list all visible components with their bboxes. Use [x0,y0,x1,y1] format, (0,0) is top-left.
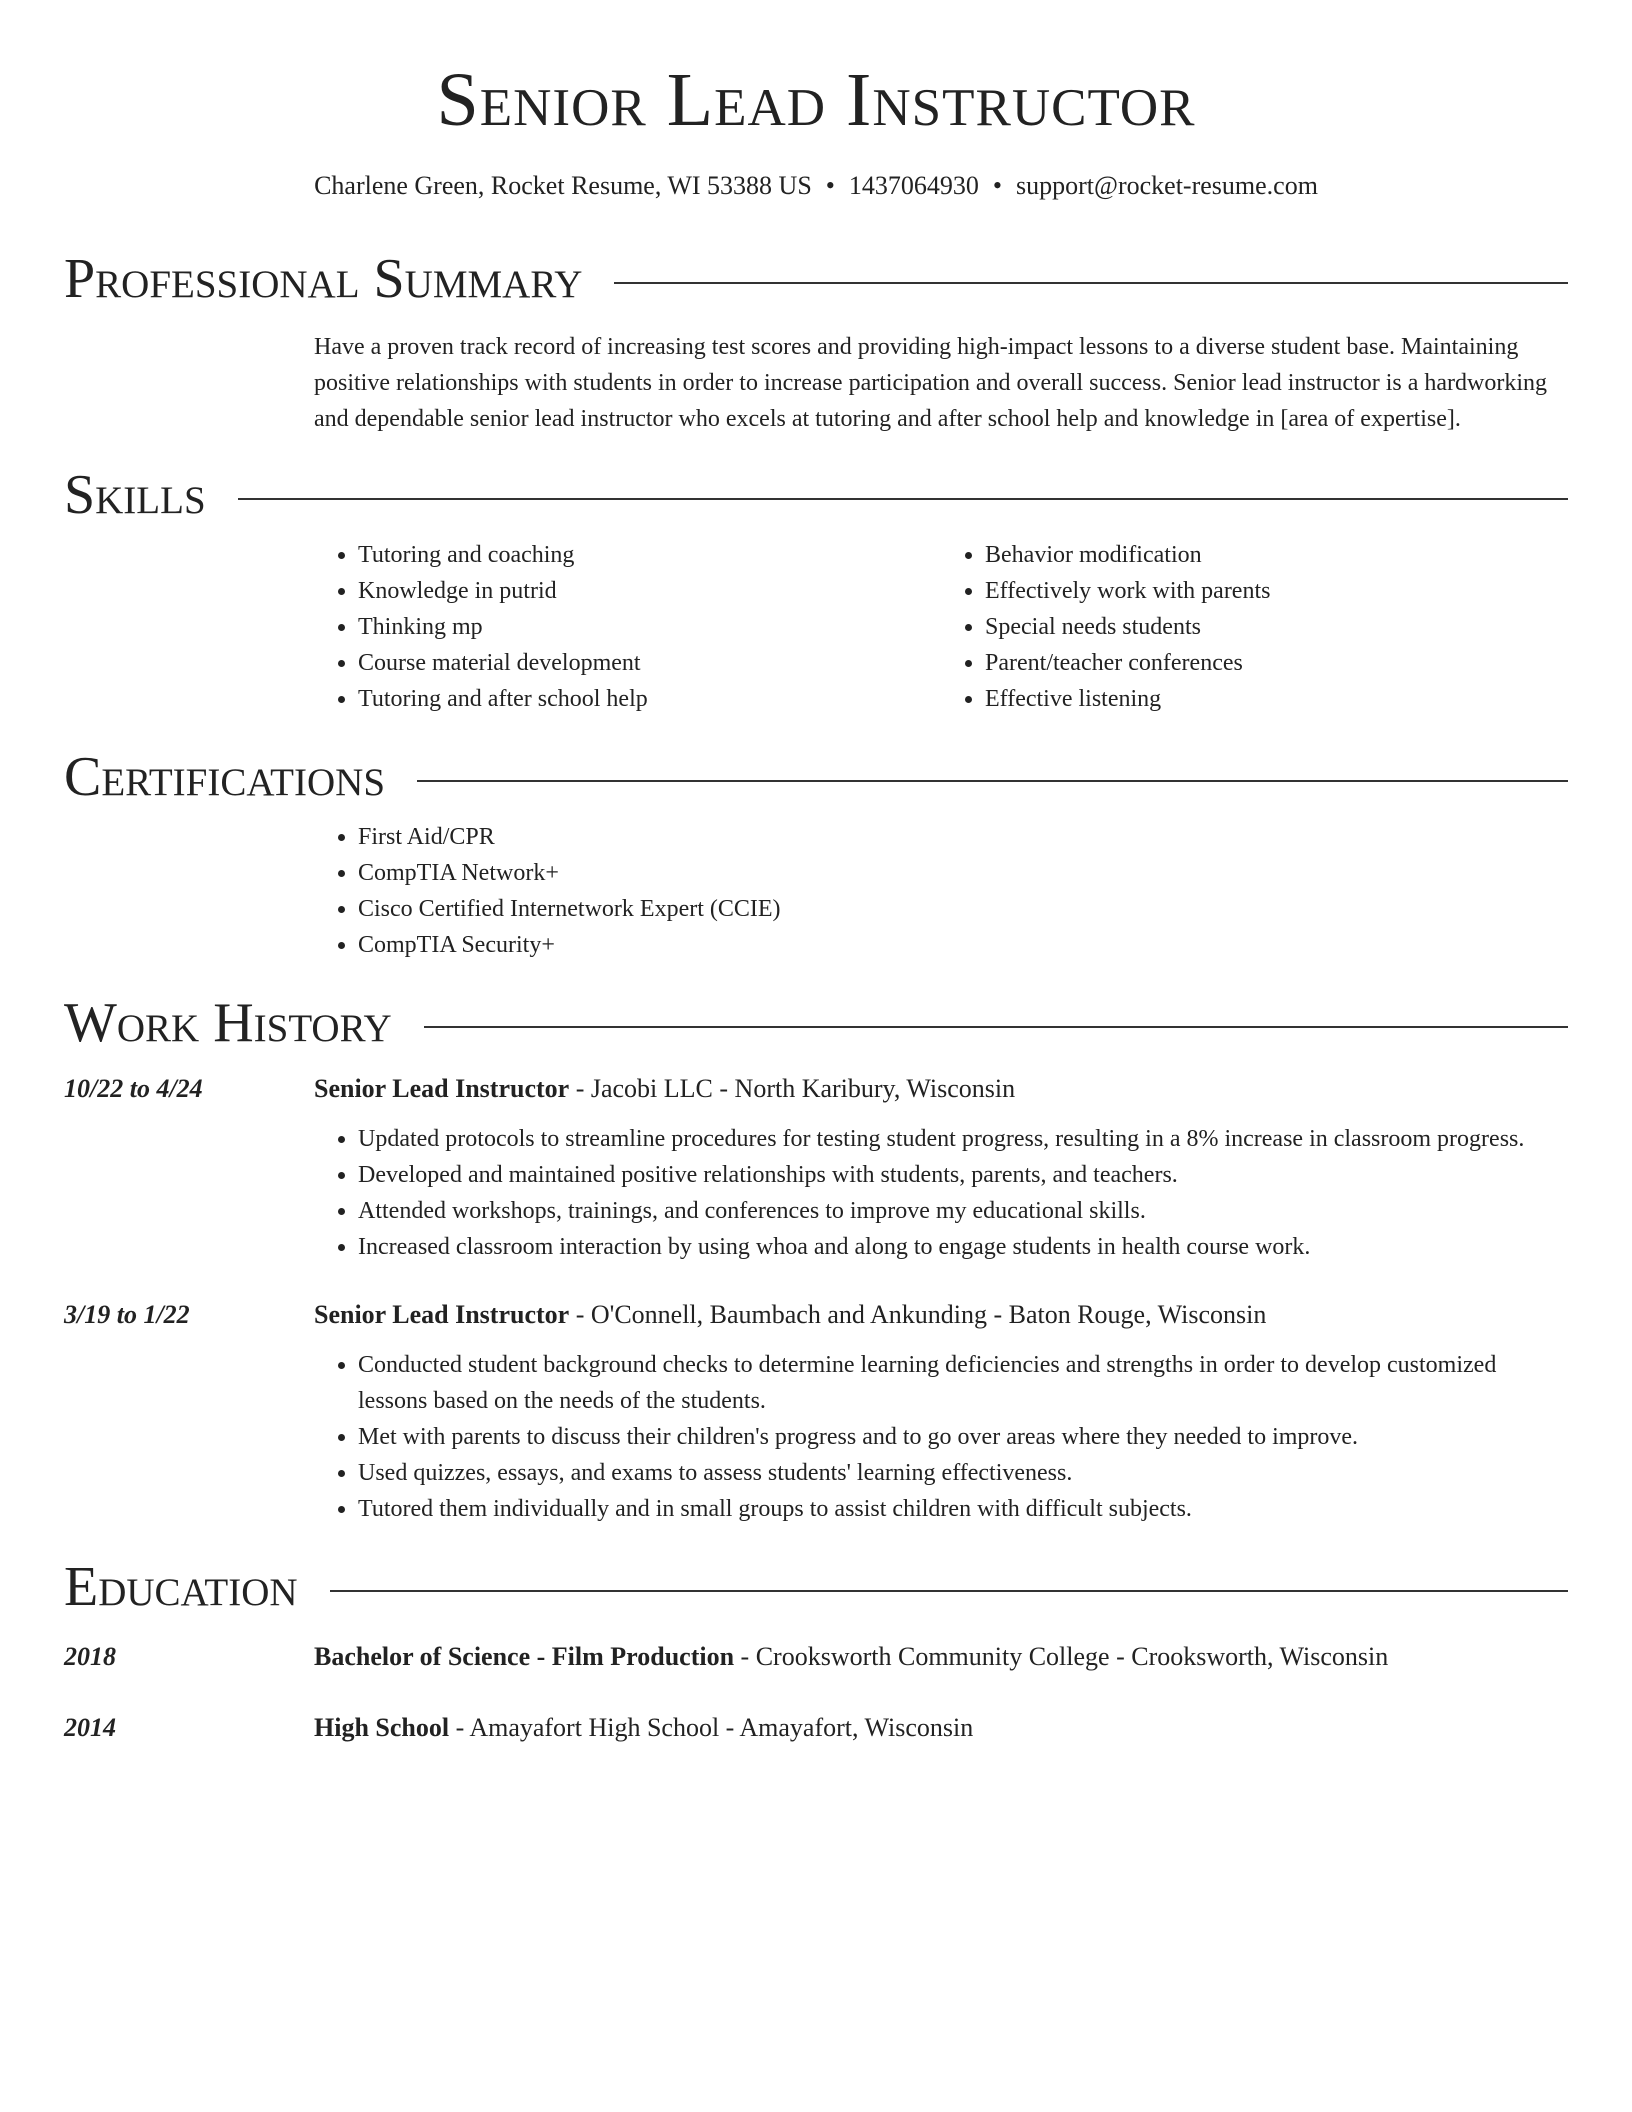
skill-item: • Effective listening [985,681,1568,717]
work-section-header [64,992,1568,1055]
summary-section-title: Professional Summary [64,248,583,311]
section-divider [424,1026,1568,1028]
work-employer: - Jacobi LLC - North Karibury, Wisconsin [569,1074,1016,1104]
education-year: 2018 [64,1642,116,1672]
education-entry [64,1639,1568,1675]
skill-item: • Special needs students [985,609,1568,645]
summary-text: Have a proven track record of increasing test scores and providing high-impact lessons to a diverse student base. Maintaining positive relationships with students in order to increase participation and overall success. Senior lead instructor is a hardworking and dependable senior lead instructor who excels at tutoring and after school help and knowledge in [area of expertise]. [314,334,1548,433]
work-bullet: • Tutored them individually and in small groups to assist children with difficult subjects. [358,1491,1568,1527]
section-divider [417,780,1568,782]
certification-item: • CompTIA Security+ [358,927,1568,963]
skills-section-header [64,464,1568,527]
skill-item: • Course material development [358,645,941,681]
contact-phone: 1437064930 [848,171,979,200]
work-bullet: • Increased classroom interaction by using whoa and along to engage students in health course work. [358,1229,1568,1265]
work-bullet: • Attended workshops, trainings, and conferences to improve my educational skills. [358,1193,1568,1229]
work-title: Senior Lead Instructor [314,1300,570,1330]
work-bullet: • Developed and maintained positive relationships with students, parents, and teachers. [358,1157,1568,1193]
education-section-title: Education [64,1556,298,1619]
education-school: - Amayafort High School - Amayafort, Wisconsin [449,1713,974,1743]
summary-section-header [64,248,1568,311]
section-divider [238,498,1568,500]
skills-column-left [314,537,941,717]
work-employer: - O'Connell, Baumbach and Ankunding - Baton Rouge, Wisconsin [569,1300,1267,1330]
work-heading [314,1297,1266,1333]
skills-list [314,537,1568,717]
certifications-section-header [64,746,1568,809]
skills-column-right [941,537,1568,717]
work-bullet: • Conducted student background checks to determine learning deficiencies and strengths in order to develop customized lessons based on the needs of the students. [358,1347,1568,1419]
skill-item: • Parent/teacher conferences [985,645,1568,681]
work-bullets [314,1121,1568,1265]
work-title: Senior Lead Instructor [314,1074,570,1104]
work-bullet: • Used quizzes, essays, and exams to assess students' learning effectiveness. [358,1455,1568,1491]
skill-item: • Knowledge in putrid [358,573,941,609]
education-degree: Bachelor of Science - Film Production [314,1642,735,1672]
section-divider [330,1590,1568,1592]
work-entry [64,1297,1568,1527]
work-bullet: • Updated protocols to streamline procedures for testing student progress, resulting in a 8% increase in classroom progress. [358,1121,1568,1157]
education-degree: High School [314,1713,450,1743]
contact-email: support@rocket-resume.com [1016,171,1318,200]
skills-section-title: Skills [64,464,206,527]
skill-item: • Thinking mp [358,609,941,645]
skill-item: • Tutoring and after school help [358,681,941,717]
contact-separator: • [825,171,835,200]
section-divider [614,282,1568,284]
certifications-list [314,819,1568,963]
skill-item: • Tutoring and coaching [358,537,941,573]
contact-line [64,170,1568,201]
certification-item: • First Aid/CPR [358,819,1568,855]
work-heading [314,1071,1015,1107]
certifications-section-title: Certifications [64,746,386,809]
work-dates: 3/19 to 1/22 [64,1300,190,1330]
certification-item: • CompTIA Network+ [358,855,1568,891]
work-bullets [314,1347,1568,1527]
education-entry [64,1710,1568,1746]
resume-name-title: Senior Lead Instructor [436,58,1196,142]
education-section-header [64,1556,1568,1619]
education-year: 2014 [64,1713,116,1743]
work-entry [64,1071,1568,1265]
skill-item: • Effectively work with parents [985,573,1568,609]
education-heading [314,1639,1388,1675]
education-heading [314,1710,973,1746]
contact-address: Charlene Green, Rocket Resume, WI 53388 US [314,171,812,200]
skill-item: • Behavior modification [985,537,1568,573]
work-dates: 10/22 to 4/24 [64,1074,203,1104]
certification-item: • Cisco Certified Internetwork Expert (CCIE) [358,891,1568,927]
education-school: - Crooksworth Community College - Crooksworth, Wisconsin [734,1642,1389,1672]
work-bullet: • Met with parents to discuss their children's progress and to go over areas where they needed to improve. [358,1419,1568,1455]
contact-separator: • [992,171,1003,200]
work-section-title: Work History [64,992,392,1055]
